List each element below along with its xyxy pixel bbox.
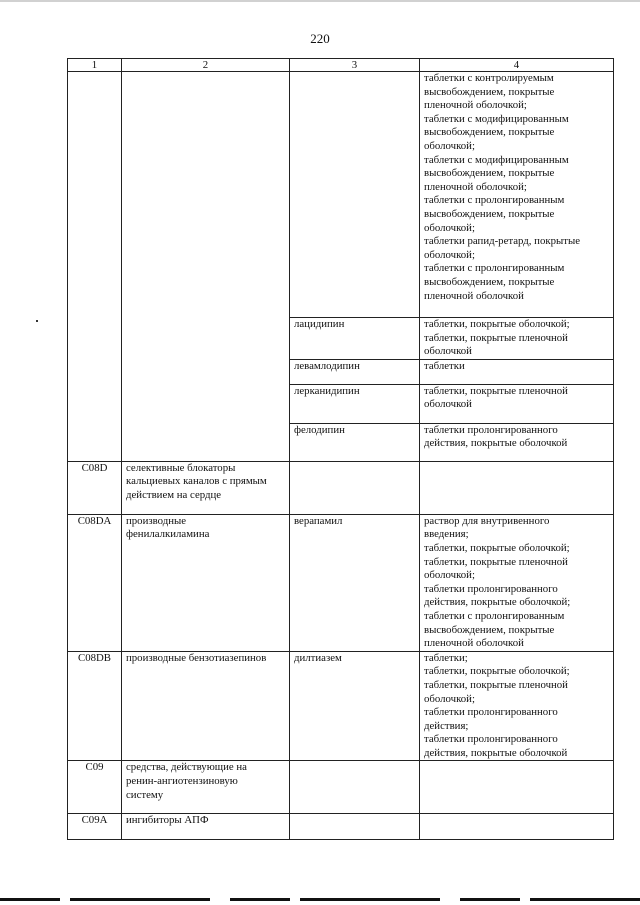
cell-text-line: раствор для внутривенного	[424, 514, 550, 527]
cell-text-line: действия, покрытые оболочкой	[424, 746, 568, 759]
cell-text-line: средства, действующие на	[126, 761, 247, 774]
margin-mark	[36, 320, 38, 322]
cell-text-line: систему	[126, 788, 164, 801]
cell-text-line: таблетки с пролонгированным	[424, 262, 565, 275]
cell-text-line: таблетки с пролонгированным	[424, 194, 565, 207]
cell-text-line: кальциевых каналов с прямым	[126, 475, 267, 488]
column-header: 1	[68, 59, 122, 72]
substance-cell	[290, 761, 420, 814]
group-name-cell	[122, 814, 290, 840]
dosage-forms-cell	[420, 461, 614, 514]
cell-text-line: фенилалкиламина	[126, 528, 210, 541]
cell-text-line: действием на сердце	[126, 488, 222, 501]
atc-code-cell: C08DA	[68, 514, 122, 651]
cell-text-line: ренин-ангиотензиновую	[126, 775, 238, 788]
substance-cell	[290, 384, 420, 423]
cell-text-line: таблетки, покрытые оболочкой;	[424, 665, 570, 678]
cell-text-line: таблетки;	[424, 651, 468, 664]
table-row	[68, 514, 614, 651]
cell-text-line: селективные блокаторы	[126, 461, 236, 474]
drug-classification-table	[67, 58, 614, 840]
atc-code-cell: C08D	[68, 461, 122, 514]
cell-text-line: производные бензотиазепинов	[126, 651, 267, 664]
cell-text-line: таблетки с модифицированным	[424, 112, 569, 125]
cell-text-line: пленочной оболочкой	[424, 637, 524, 650]
cell-text-line: пленочной оболочкой	[424, 289, 524, 302]
table-row	[68, 814, 614, 840]
cell-text-line: ингибиторы АПФ	[126, 814, 209, 827]
cell-text-line: оболочкой;	[424, 692, 475, 705]
dosage-forms-cell	[420, 384, 614, 423]
cell-text-line: оболочкой;	[424, 569, 475, 582]
group-name-cell	[122, 72, 290, 462]
dosage-forms-cell	[420, 651, 614, 761]
cell-text-line: высвобождением, покрытые	[424, 207, 555, 220]
cell-text-line: оболочкой	[424, 398, 472, 411]
column-header: 2	[122, 59, 290, 72]
atc-code-cell	[68, 72, 122, 462]
cell-text-line: высвобождением, покрытые	[424, 623, 555, 636]
substance-cell	[290, 514, 420, 651]
cell-text-line: таблетки рапид-ретард, покрытые	[424, 235, 581, 248]
column-header: 4	[420, 59, 614, 72]
group-name-cell	[122, 651, 290, 761]
cell-text-line: высвобождением, покрытые	[424, 275, 555, 288]
group-name-cell	[122, 514, 290, 651]
group-name-cell	[122, 461, 290, 514]
cell-text-line: таблетки, покрытые пленочной	[424, 384, 568, 397]
cell-text-line: пленочной оболочкой;	[424, 99, 527, 112]
cell-text-line: левамлодипин	[294, 359, 360, 372]
cell-text-line: фелодипин	[294, 423, 345, 436]
substance-cell	[290, 461, 420, 514]
cell-text-line: таблетки, покрытые пленочной	[424, 331, 568, 344]
substance-cell	[290, 72, 420, 318]
cell-text-line: высвобождением, покрытые	[424, 85, 555, 98]
cell-text-line: пленочной оболочкой;	[424, 180, 527, 193]
atc-code-cell: C09A	[68, 814, 122, 840]
scan-bottom-edge	[0, 898, 640, 901]
cell-text-line: лерканидипин	[294, 384, 360, 397]
cell-text-line: оболочкой	[424, 345, 472, 358]
substance-cell	[290, 651, 420, 761]
group-name-cell	[122, 761, 290, 814]
dosage-forms-cell	[420, 359, 614, 384]
cell-text-line: производные	[126, 514, 187, 527]
table-row	[68, 651, 614, 761]
substance-cell	[290, 814, 420, 840]
cell-text-line: оболочкой;	[424, 221, 475, 234]
cell-text-line: оболочкой;	[424, 248, 475, 261]
dosage-forms-cell	[420, 761, 614, 814]
cell-text-line: таблетки пролонгированного	[424, 706, 558, 719]
substance-cell	[290, 359, 420, 384]
cell-text-line: таблетки, покрытые пленочной	[424, 555, 568, 568]
cell-text-line: действия, покрытые оболочкой;	[424, 596, 571, 609]
cell-text-line: таблетки с модифицированным	[424, 153, 569, 166]
table-row	[68, 72, 614, 318]
atc-code-cell: C09	[68, 761, 122, 814]
cell-text-line: таблетки пролонгированного	[424, 423, 558, 436]
table-row	[68, 761, 614, 814]
cell-text-line: таблетки пролонгированного	[424, 733, 558, 746]
dosage-forms-cell	[420, 318, 614, 360]
substance-cell	[290, 318, 420, 360]
table-header-row	[68, 59, 614, 72]
cell-text-line: лацидипин	[294, 318, 345, 330]
page-number: 220	[310, 31, 330, 46]
cell-text-line: таблетки	[424, 359, 465, 372]
cell-text-line: таблетки, покрытые оболочкой;	[424, 541, 570, 554]
cell-text-line: действия, покрытые оболочкой	[424, 437, 568, 450]
cell-text-line: таблетки, покрытые оболочкой;	[424, 318, 570, 330]
cell-text-line: действия;	[424, 719, 469, 732]
cell-text-line: верапамил	[294, 514, 343, 527]
atc-code-cell: C08DB	[68, 651, 122, 761]
cell-text-line: таблетки с пролонгированным	[424, 609, 565, 622]
cell-text-line: таблетки с контролируемым	[424, 72, 554, 84]
cell-text-line: таблетки, покрытые пленочной	[424, 678, 568, 691]
dosage-forms-cell	[420, 72, 614, 318]
cell-text-line: оболочкой;	[424, 139, 475, 152]
dosage-forms-cell	[420, 423, 614, 461]
dosage-forms-cell	[420, 514, 614, 651]
substance-cell	[290, 423, 420, 461]
cell-text-line: таблетки пролонгированного	[424, 582, 558, 595]
table-row	[68, 461, 614, 514]
scan-top-edge	[0, 0, 640, 2]
column-header: 3	[290, 59, 420, 72]
cell-text-line: высвобождением, покрытые	[424, 126, 555, 139]
dosage-forms-cell	[420, 814, 614, 840]
cell-text-line: введения;	[424, 528, 469, 541]
cell-text-line: высвобождением, покрытые	[424, 167, 555, 180]
cell-text-line: дилтиазем	[294, 651, 342, 664]
